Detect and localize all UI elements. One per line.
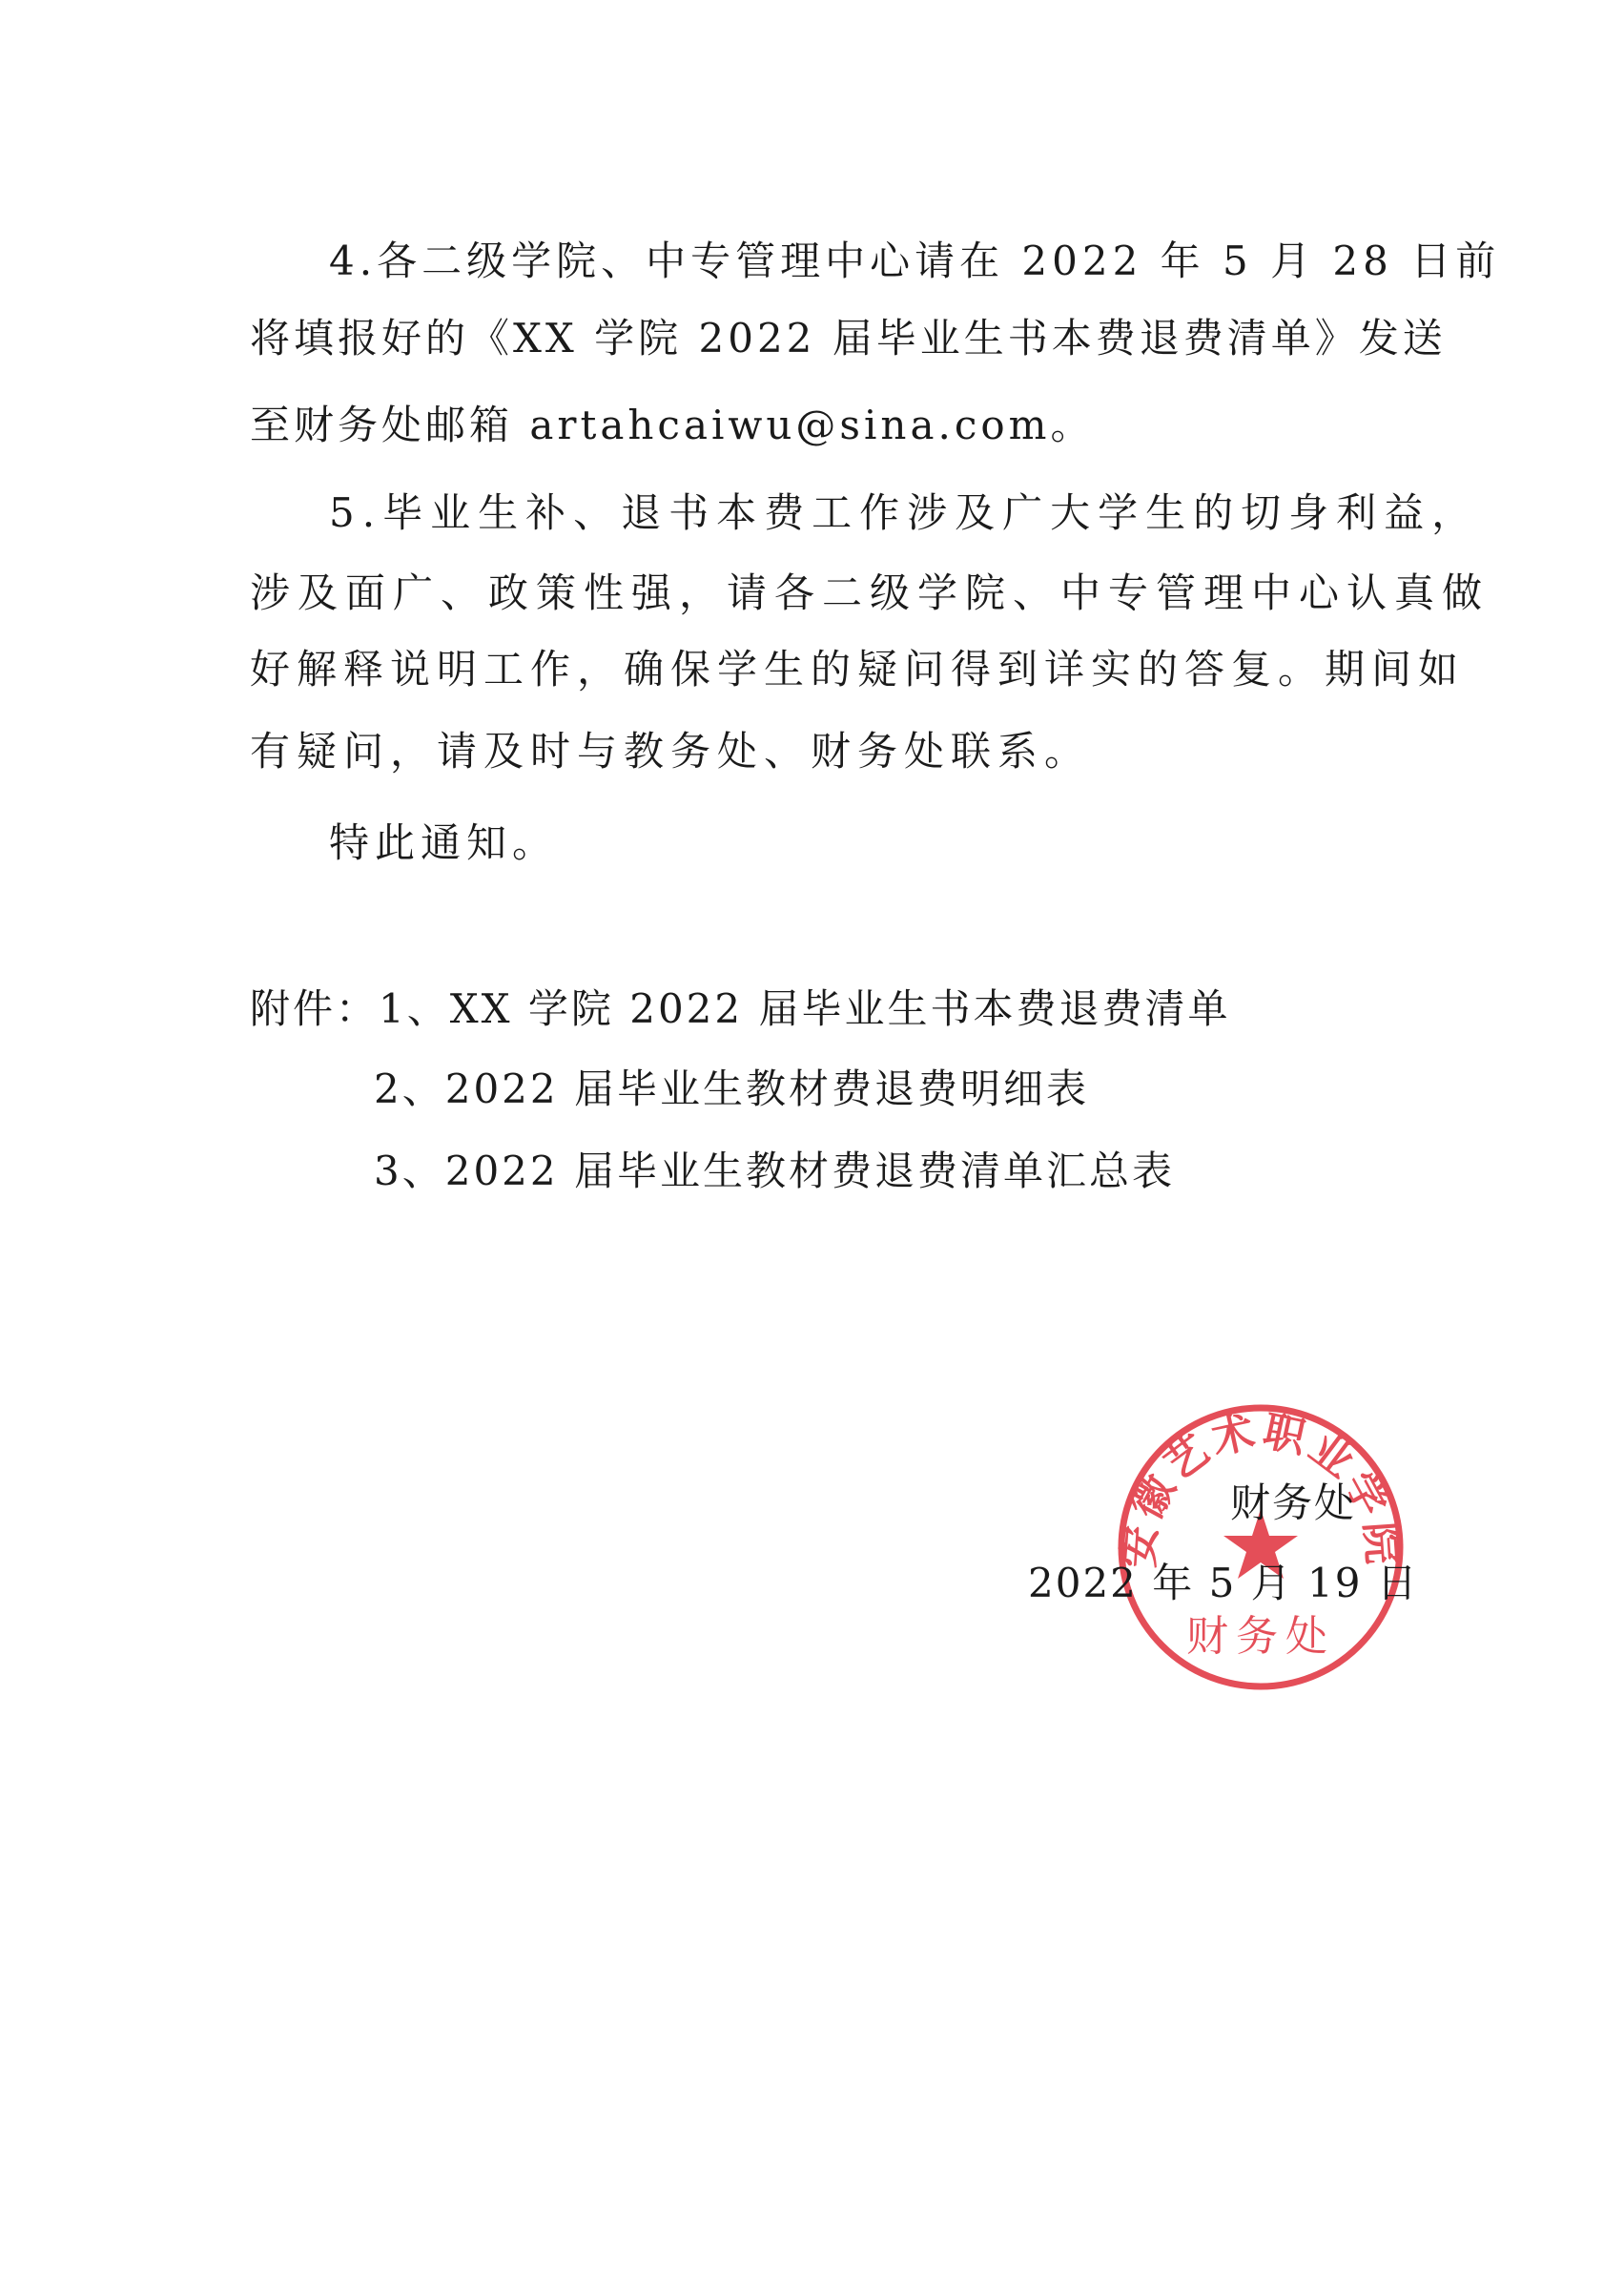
item-5-line-2: 涉及面广、政策性强，请各二级学院、中专管理中心认真做	[250, 569, 1490, 616]
item-4-line-2: 将填报好的《XX 学院 2022 届毕业生书本费退费清单》发送	[250, 315, 1447, 362]
attachment-line-2: 2、2022 届毕业生教材费退费明细表	[374, 1065, 1089, 1112]
seal-outer-text: 安徽艺术职业学院	[1114, 1406, 1408, 1570]
attachment-line-3: 3、2022 届毕业生教材费退费清单汇总表	[374, 1148, 1175, 1194]
signature-department: 财务处	[1230, 1479, 1357, 1526]
item-4-line-3: 至财务处邮箱 artahcaiwu@sina.com。	[250, 402, 1095, 448]
item-5-line-3: 好解释说明工作，确保学生的疑问得到详实的答复。期间如	[250, 646, 1466, 693]
item-5-line-4: 有疑问，请及时与教务处、财务处联系。	[250, 728, 1092, 775]
seal-inner-text: 财务处	[1186, 1612, 1335, 1661]
item-5-line-1: 5.毕业生补、退书本费工作涉及广大学生的切身利益，	[329, 489, 1480, 536]
item-4-line-1: 4.各二级学院、中专管理中心请在 2022 年 5 月 28 日前	[329, 238, 1501, 284]
official-seal-stamp	[1114, 1400, 1408, 1694]
signature-date: 2022 年 5 月 19 日	[1028, 1560, 1419, 1606]
closing-line: 特此通知。	[329, 819, 559, 866]
attachment-line-1: 附件：1、XX 学院 2022 届毕业生书本费退费清单	[250, 985, 1231, 1032]
